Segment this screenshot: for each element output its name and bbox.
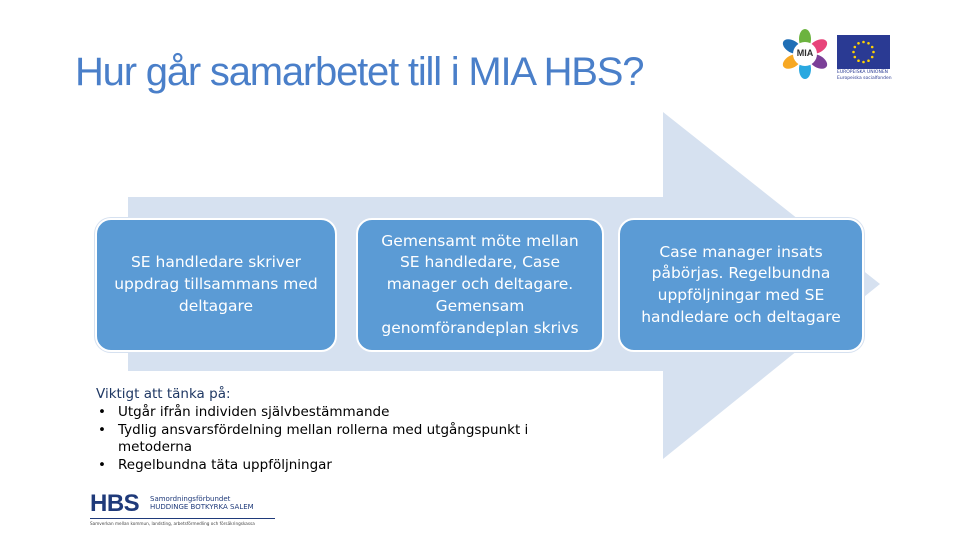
step-box-3	[618, 218, 864, 352]
bullet-icon: •	[98, 403, 106, 420]
mia-logo-text: MIA	[796, 48, 814, 58]
hbs-logo-divider	[90, 518, 275, 519]
notes-item-text: Regelbundna täta uppföljningar	[118, 457, 332, 474]
step-2-text: Gemensamt möte mellan SE handledare, Case manager och deltagare. Gemensam genomförandeplan skrivs	[381, 231, 579, 337]
notes-heading: Viktigt att tänka på:	[96, 386, 231, 402]
step-box-1	[95, 218, 337, 352]
step-3-text: Case manager insats påbörjas. Regelbundna uppföljningar med SE handledare och deltagare	[641, 242, 841, 326]
notes-section	[96, 386, 596, 475]
bullet-icon: •	[98, 457, 106, 474]
notes-item-text: Utgår ifrån individen självbestämmande	[118, 403, 390, 420]
hbs-logo-name: Samordningsförbundet HUDDINGE BOTKYRKA SALEM	[150, 495, 254, 512]
hbs-logo	[90, 492, 290, 532]
step-box-2	[356, 218, 604, 352]
notes-item	[96, 404, 596, 422]
hbs-logo-tagline: Samverkan mellan kommun, landsting, arbetsförmedling och försäkringskassa	[90, 521, 255, 526]
step-1-text: SE handledare skriver uppdrag tillsammans med deltagare	[114, 253, 318, 315]
notes-item-text: Tydlig ansvarsfördelning mellan rollerna med utgångspunkt i metoderna	[118, 421, 529, 456]
slide-title: Hur går samarbetet till i MIA HBS?	[75, 50, 644, 94]
eu-flag-icon	[837, 35, 890, 69]
notes-item	[96, 422, 596, 458]
notes-item	[96, 457, 596, 475]
eu-caption: EUROPEISKA UNIONEN Europeiska socialfonden	[837, 70, 892, 81]
hbs-logo-letters: HBS	[90, 490, 140, 517]
notes-list	[96, 404, 596, 475]
bullet-icon: •	[98, 421, 106, 438]
partner-logos	[780, 28, 895, 88]
